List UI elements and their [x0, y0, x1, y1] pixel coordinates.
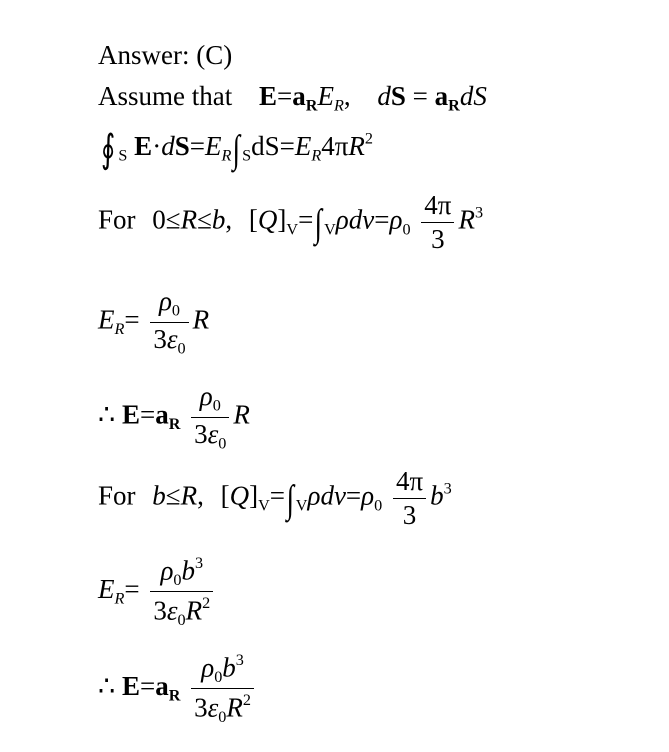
- case2-field-fraction: $\frac{\rho_0b^3}{3\varepsilon_0R^2}$: [150, 555, 213, 628]
- case1-field-fraction: $\frac{\rho_0}{3\varepsilon_0}$: [150, 288, 188, 357]
- assume-line: Assume that $E=a_RE_R$, dS = $a_RdS$: [98, 81, 487, 115]
- therefore-symbol: ∴: [98, 399, 116, 430]
- volume-fraction: $\frac{4\pi}{3}$: [421, 192, 454, 253]
- case2-field-magnitude-line: $E_R=$ $\frac{\rho_0b^3}{3\varepsilon_0R^2}$: [98, 555, 217, 628]
- integral-sign: ∫: [232, 128, 241, 171]
- answer-text: Answer: (C): [98, 40, 233, 70]
- case1-prefix: For: [98, 204, 136, 235]
- case2-field-vector-line: ∴ $E=a_R$ $\frac{\rho_0b^3}{3\varepsilon_0R^2}$: [98, 652, 258, 725]
- assume-prefix: Assume that: [98, 81, 233, 111]
- unit-vector: a: [292, 81, 306, 111]
- case2-charge-line: For b≤R, $[Q]_V=\int_V\rho dv=\rho_0$ $\frac{4\pi}{3}$ $b^3$: [98, 466, 452, 530]
- closed-integral-sign: ∮: [101, 128, 116, 171]
- case2-prefix: For: [98, 480, 136, 511]
- case1-charge-line: For 0≤R≤b, $[Q]_V=\int_V\rho dv=\rho_0$ $\frac{4\pi}{3}$ $R^3$: [98, 190, 484, 254]
- gauss-integral-line: ∮ $_S$ $E\cdot dS=E_R\int_SdS=E_R4\pi R^2$: [101, 128, 373, 171]
- answer-line: [98, 42, 232, 69]
- case1-field-vector-line: ∴ $E=a_R$ $\frac{\rho_0}{3\varepsilon_0}$ R: [98, 381, 250, 453]
- field-vector: E: [259, 81, 278, 111]
- case1-field-magnitude-line: $E_R=$ $\frac{\rho_0}{3\varepsilon_0}$ R: [98, 286, 210, 358]
